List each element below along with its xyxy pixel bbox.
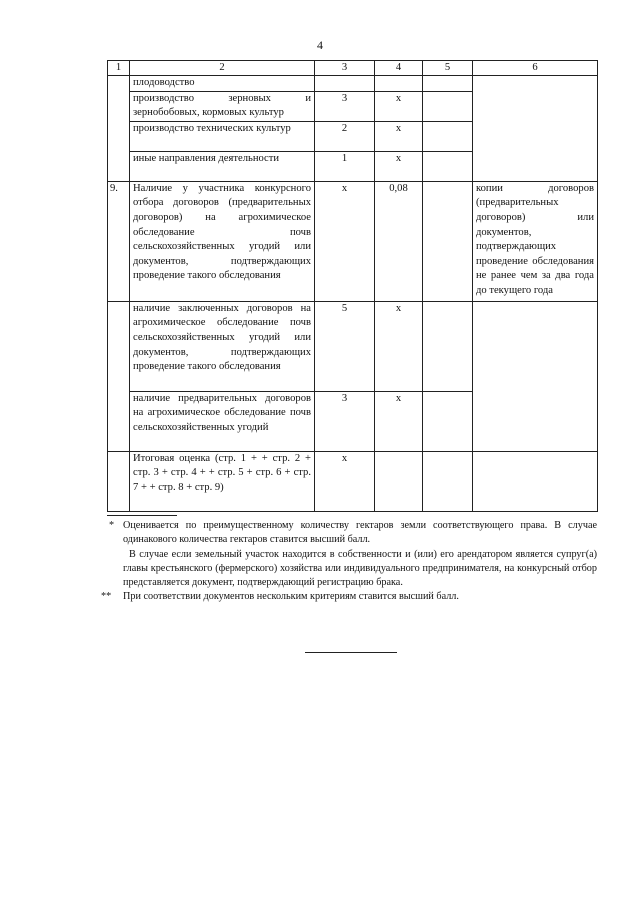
footnote-1-text-2: В случае если земельный участок находится в собственности и (или) его арендатором является супруг(а) главы крестьянского (фермерского) хозяйства или индивидуального предпринимателя, на конкурсный отбор представляется документ, подтверждающий регистрацию брака. — [123, 548, 597, 589]
table-row — [108, 151, 598, 181]
document-cell — [473, 451, 598, 511]
score-cell: 1 — [315, 151, 375, 181]
header-col-3: 3 — [315, 61, 375, 76]
table-row — [108, 301, 598, 391]
score-cell: 5 — [315, 301, 375, 391]
footnote-2-mark: ** — [101, 591, 112, 603]
row-number — [108, 151, 130, 181]
weight-cell — [375, 451, 423, 511]
weight-cell: 0,08 — [375, 181, 423, 301]
weight-cell — [375, 76, 423, 92]
criterion-cell: производство зерновых и зернобобовых, кормовых культур — [130, 91, 315, 121]
table-row — [108, 76, 598, 92]
row-number: 9. — [108, 181, 130, 301]
document-cell — [473, 121, 598, 151]
criterion-cell: производство технических культур — [130, 121, 315, 151]
criterion-cell: плодоводство — [130, 76, 315, 92]
footnote-separator — [107, 515, 177, 516]
criterion-cell: Итоговая оценка (стр. 1 + + стр. 2 + стр. 3 + стр. 4 + + стр. 5 + стр. 6 + стр. 7 + + стр. 8 + стр. 9) — [130, 451, 315, 511]
weight-cell: x — [375, 91, 423, 121]
document-cell — [473, 76, 598, 92]
row-number — [108, 301, 130, 391]
value-cell — [423, 451, 473, 511]
value-cell — [423, 151, 473, 181]
weight-cell: x — [375, 301, 423, 391]
criterion-cell: Наличие у участника конкурсного отбора договоров (предварительных договоров) на агрохимическое обследование почв сельскохозяйственных угодий или документов, подтверждающих проведение такого обследования — [130, 181, 315, 301]
score-cell: 2 — [315, 121, 375, 151]
page-number: 4 — [317, 38, 323, 52]
document-cell — [473, 151, 598, 181]
weight-cell: x — [375, 391, 423, 451]
table-row — [108, 181, 598, 301]
document-cell — [473, 391, 598, 451]
value-cell — [423, 301, 473, 391]
table-row — [108, 121, 598, 151]
value-cell — [423, 76, 473, 92]
score-cell: x — [315, 181, 375, 301]
row-number — [108, 451, 130, 511]
weight-cell: x — [375, 151, 423, 181]
criterion-cell: наличие предварительных договоров на агрохимическое обследование почв сельскохозяйственных угодий — [130, 391, 315, 451]
row-number — [108, 121, 130, 151]
criterion-cell: наличие заключенных договоров на агрохимическое обследование почв сельскохозяйственных угодий или документов, подтверждающих проведение такого обследования — [130, 301, 315, 391]
header-col-2: 2 — [130, 61, 315, 76]
table-row-total — [108, 451, 598, 511]
document-cell — [473, 301, 598, 391]
table-header-row — [108, 61, 598, 76]
row-number — [108, 76, 130, 92]
footnote-2 — [101, 590, 597, 604]
footnote-1-mark: * — [109, 520, 115, 531]
end-separator — [305, 652, 397, 653]
document-cell: копии договоров (предварительных договоров) или документов, подтверждающих проведение обследования не ранее чем за два года до текущего года — [473, 181, 598, 301]
header-col-4: 4 — [375, 61, 423, 76]
footnote-2-text: При соответствии документов нескольким критериям ставится высший балл. — [123, 591, 459, 603]
row-number — [108, 91, 130, 121]
table-row — [108, 391, 598, 451]
weight-cell: x — [375, 121, 423, 151]
score-cell: x — [315, 451, 375, 511]
score-cell — [315, 76, 375, 92]
footnote-1-text: Оценивается по преимущественному количеству гектаров земли соответствующего права. В случае одинакового количества гектаров ставится высший балл. — [123, 520, 597, 546]
value-cell — [423, 121, 473, 151]
document-cell — [473, 91, 598, 121]
value-cell — [423, 391, 473, 451]
score-cell: 3 — [315, 391, 375, 451]
header-col-6: 6 — [473, 61, 598, 76]
header-col-1: 1 — [108, 61, 130, 76]
row-number — [108, 391, 130, 451]
criterion-cell: иные направления деятельности — [130, 151, 315, 181]
footnotes — [101, 515, 597, 605]
header-col-5: 5 — [423, 61, 473, 76]
score-cell: 3 — [315, 91, 375, 121]
criteria-table — [107, 60, 598, 512]
value-cell — [423, 91, 473, 121]
value-cell — [423, 181, 473, 301]
footnote-1 — [107, 519, 597, 590]
table-row — [108, 91, 598, 121]
